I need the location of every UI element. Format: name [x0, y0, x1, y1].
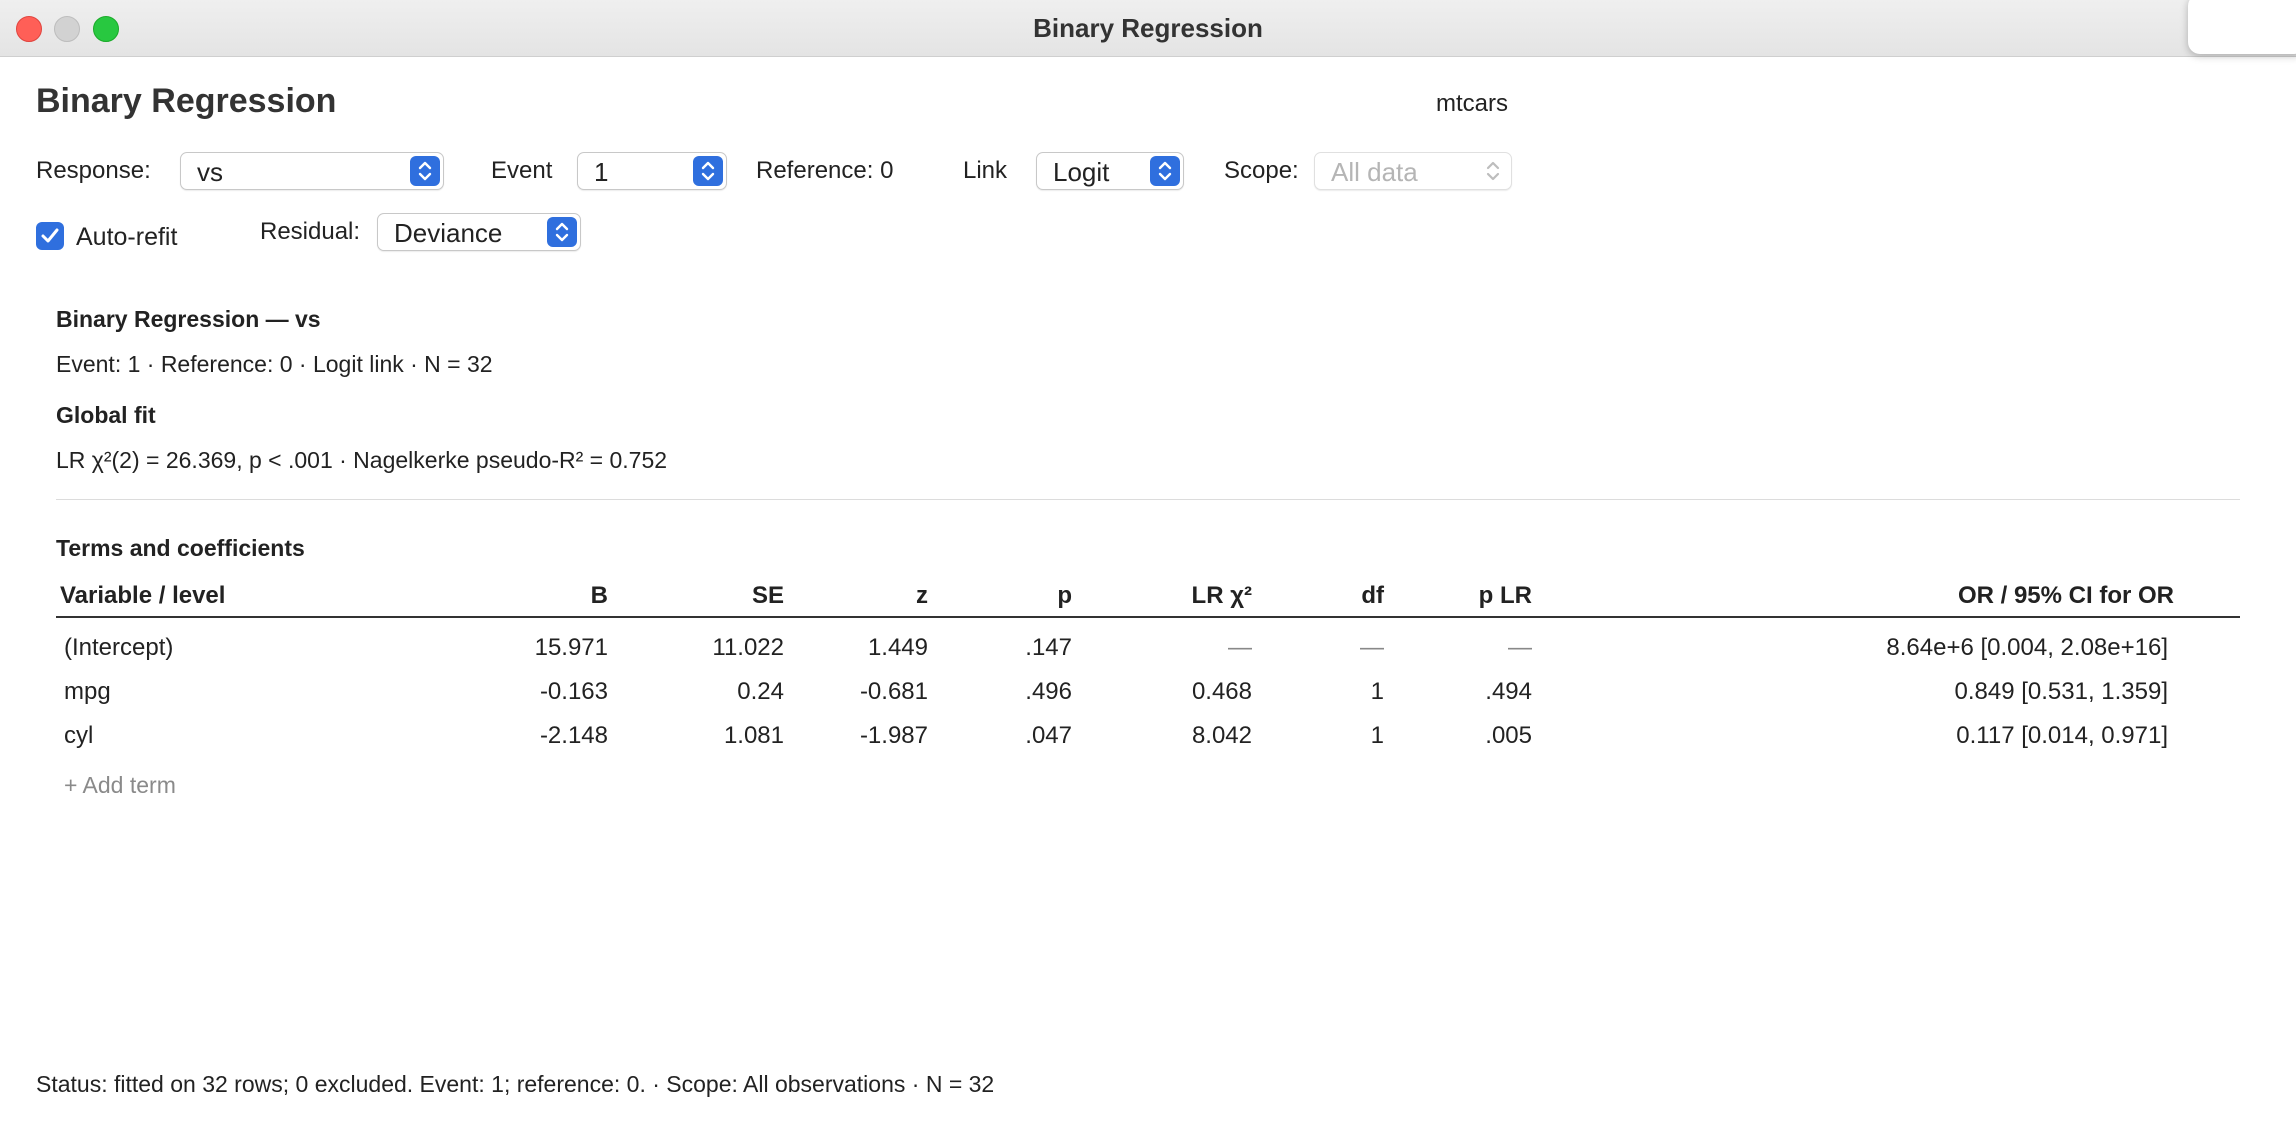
- background-window-edge: [2188, 0, 2296, 54]
- column-header: df: [1256, 576, 1388, 617]
- global-fit-text: LR χ²(2) = 26.369, p < .001 · Nagelkerke pseudo-R² = 0.752: [56, 447, 668, 473]
- table-cell: 8.64e+6 [0.004, 2.08e+16]: [1886, 634, 2168, 661]
- table-cell: 1.081: [723, 722, 784, 749]
- term-cell: cyl: [64, 722, 94, 749]
- event-label: Event: [491, 157, 553, 184]
- response-select[interactable]: [180, 152, 444, 190]
- table-row: [56, 617, 2240, 670]
- table-cell: .494: [1485, 678, 1532, 705]
- divider: [56, 499, 2240, 500]
- table-row: [56, 670, 2240, 714]
- event-select[interactable]: [577, 152, 727, 190]
- chevron-updown-icon: [1478, 156, 1508, 186]
- column-header: OR / 95% CI for OR: [1536, 576, 2240, 617]
- table-cell: .496: [1025, 678, 1072, 705]
- dataset-name: mtcars: [1436, 90, 1508, 117]
- column-header: LR χ²: [1076, 576, 1256, 617]
- scope-label: Scope:: [1224, 157, 1299, 184]
- column-header: p LR: [1388, 576, 1536, 617]
- auto-refit-checkbox[interactable]: [36, 222, 64, 250]
- column-header: B: [436, 576, 612, 617]
- table-cell: 11.022: [712, 634, 784, 661]
- term-cell: mpg: [64, 678, 111, 705]
- model-title: Binary Regression — vs: [56, 306, 321, 332]
- table-cell: —: [1228, 634, 1252, 661]
- table-cell: -1.987: [859, 722, 928, 749]
- table-cell: 0.849 [0.531, 1.359]: [1954, 678, 2168, 705]
- add-term-button[interactable]: + Add term: [64, 772, 176, 798]
- table-cell: -2.148: [539, 722, 608, 749]
- chevron-updown-icon: [547, 217, 577, 247]
- table-cell: 0.117 [0.014, 0.971]: [1956, 722, 2168, 749]
- model-summary: Event: 1 · Reference: 0 · Logit link · N = 32: [56, 351, 493, 377]
- column-header: z: [788, 576, 932, 617]
- response-label: Response:: [36, 157, 151, 184]
- link-select-value: Logit: [1053, 157, 1110, 187]
- terms-title: Terms and coefficients: [56, 535, 305, 561]
- table-cell: 1: [1370, 722, 1384, 749]
- window-title: Binary Regression: [1033, 13, 1263, 43]
- page-title: Binary Regression: [36, 82, 337, 120]
- column-header: SE: [612, 576, 788, 617]
- residual-label: Residual:: [260, 218, 361, 245]
- table-cell: .005: [1485, 722, 1532, 749]
- table-cell: -0.681: [859, 678, 928, 705]
- status-bar: Status: fitted on 32 rows; 0 excluded. Event: 1; reference: 0. · Scope: All observations · N = 32: [36, 1071, 995, 1097]
- chevron-updown-icon: [410, 156, 440, 186]
- table-header-row: [56, 576, 2240, 617]
- title-bar: [0, 0, 2296, 57]
- response-select-value: vs: [197, 157, 223, 187]
- residual-select[interactable]: [377, 213, 581, 251]
- table-row: [56, 714, 2240, 758]
- table-cell: .047: [1025, 722, 1072, 749]
- table-cell: —: [1508, 634, 1532, 661]
- residual-select-value: Deviance: [394, 218, 503, 248]
- column-header: Variable / level: [56, 576, 436, 617]
- auto-refit-label[interactable]: Auto-refit: [76, 223, 178, 251]
- table-cell: 1: [1370, 678, 1384, 705]
- scope-select-value: All data: [1331, 157, 1418, 187]
- column-header: p: [932, 576, 1076, 617]
- term-cell: (Intercept): [64, 634, 174, 661]
- global-fit-title: Global fit: [56, 402, 156, 428]
- table-cell: 1.449: [867, 634, 928, 661]
- table-cell: 0.24: [737, 678, 784, 705]
- scope-select[interactable]: [1314, 152, 1512, 190]
- table-cell: .147: [1025, 634, 1072, 661]
- event-select-value: 1: [594, 157, 609, 187]
- table-cell: 15.971: [534, 634, 608, 661]
- coefficients-table: [56, 576, 2240, 758]
- table-cell: 0.468: [1191, 678, 1252, 705]
- reference-text: Reference: 0: [756, 157, 894, 184]
- link-label: Link: [963, 157, 1008, 184]
- table-cell: -0.163: [539, 678, 608, 705]
- chevron-updown-icon: [693, 156, 723, 186]
- link-select[interactable]: [1036, 152, 1184, 190]
- table-cell: —: [1360, 634, 1384, 661]
- chevron-updown-icon: [1150, 156, 1180, 186]
- table-cell: 8.042: [1191, 722, 1252, 749]
